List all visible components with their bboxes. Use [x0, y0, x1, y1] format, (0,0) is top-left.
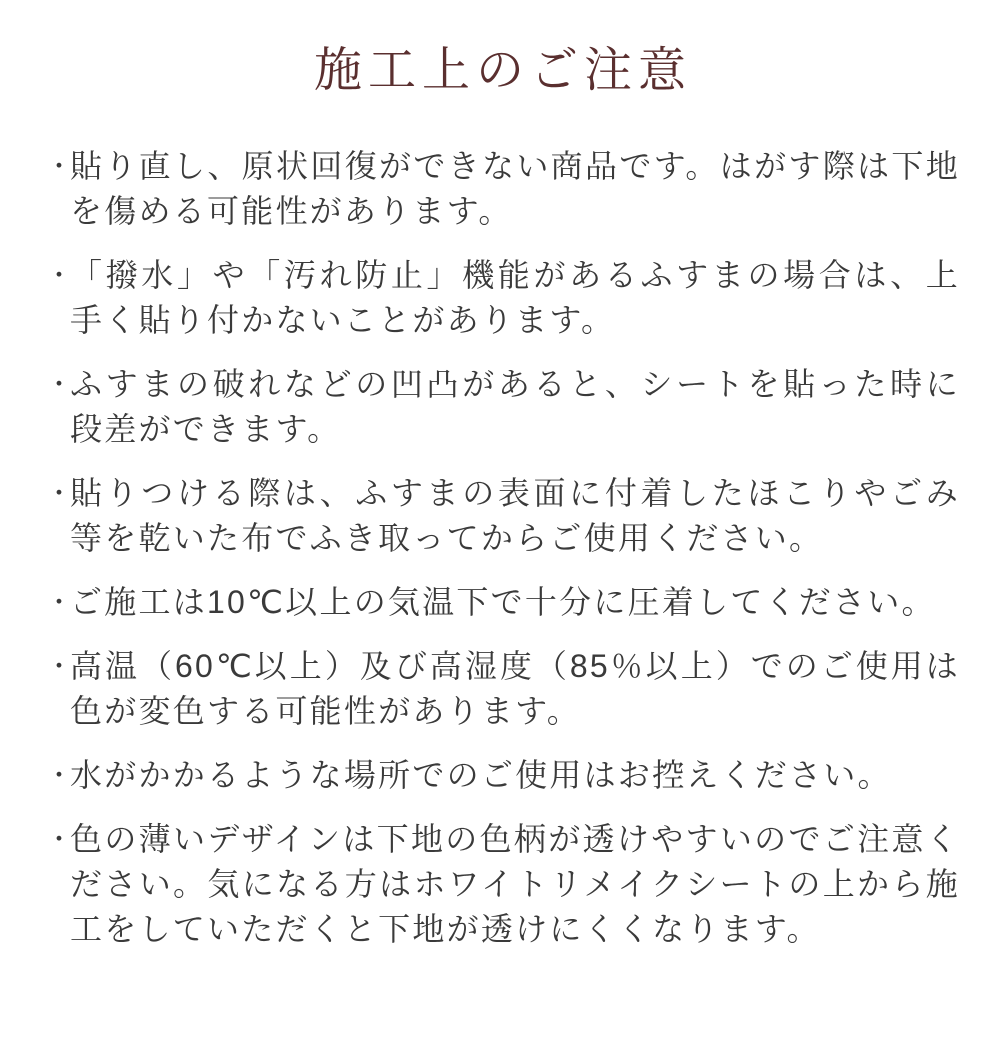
note-item-1	[46, 144, 960, 234]
note-text-3: ふすまの破れなどの凹凸があると、シートを貼った時に段差ができます。	[70, 366, 960, 447]
bullet-marker: ・	[46, 260, 73, 290]
bullet-marker: ・	[46, 478, 73, 508]
note-item-2	[46, 253, 960, 343]
note-item-6	[46, 644, 960, 734]
precautions-page	[0, 42, 1000, 1042]
note-item-7	[46, 753, 960, 798]
note-item-5	[46, 580, 960, 625]
note-text-5: ご施工は10℃以上の気温下で十分に圧着してください。	[70, 584, 936, 620]
note-text-7: 水がかかるような場所でのご使用はお控えください。	[70, 757, 892, 793]
note-text-1: 貼り直し、原状回復ができない商品です。はがす際は下地を傷める可能性があります。	[70, 148, 960, 229]
bullet-marker: ・	[46, 369, 73, 399]
bullet-marker: ・	[46, 760, 73, 790]
notes-list	[46, 144, 960, 952]
note-text-2: 「撥水」や「汚れ防止」機能があるふすまの場合は、上手く貼り付かないことがあります。	[70, 257, 960, 338]
page-title: 施工上のご注意	[313, 44, 692, 97]
note-text-6: 高温（60℃以上）及び高湿度（85％以上）でのご使用は色が変色する可能性があります。	[70, 648, 960, 729]
note-text-8: 色の薄いデザインは下地の色柄が透けやすいのでご注意ください。気になる方はホワイトリメイクシートの上から施工をしていただくと下地が透けにくくなります。	[70, 821, 960, 947]
bullet-marker: ・	[46, 151, 73, 181]
bullet-marker: ・	[46, 587, 73, 617]
note-item-8	[46, 817, 960, 952]
bullet-marker: ・	[46, 824, 73, 854]
note-item-3	[46, 362, 960, 452]
note-text-4: 貼りつける際は、ふすまの表面に付着したほこりやごみ等を乾いた布でふき取ってからご使用ください。	[70, 475, 960, 556]
bullet-marker: ・	[46, 651, 73, 681]
note-item-4	[46, 471, 960, 561]
